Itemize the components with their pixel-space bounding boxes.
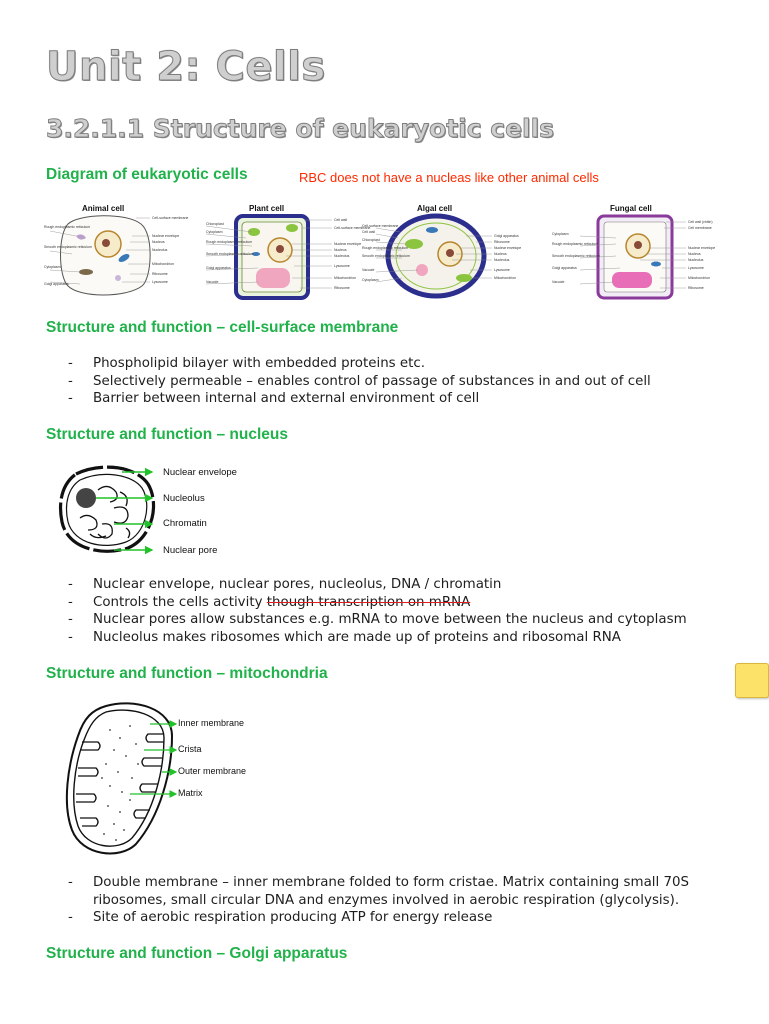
struck-out-text: though transcription on mRNA [266,594,471,610]
svg-text:Vacuole: Vacuole [552,280,565,284]
list-item: - Nuclear pores allow substances e.g. mRNA to move between the nucleus and cytoplasm [68,611,728,629]
mitochondria-bullet-list [68,874,728,927]
nuclear-envelope-label: Nuclear envelope [163,467,237,478]
svg-text:Nuclear envelope: Nuclear envelope [334,242,362,246]
svg-text:Mitochondrion: Mitochondrion [688,276,710,280]
svg-text:Nucleolus: Nucleolus [152,248,168,252]
svg-text:Cell-surface membrane: Cell-surface membrane [152,216,189,220]
list-item: - Nuclear envelope, nuclear pores, nucleolus, DNA / chromatin [68,576,728,594]
list-item: - Phospholipid bilayer with embedded proteins etc. [68,355,728,373]
svg-text:Nucleus: Nucleus [152,240,165,244]
svg-text:Golgi apparatus: Golgi apparatus [552,266,577,270]
animal-cell-title: Animal cell [82,204,125,213]
nuclear-pore-label: Nuclear pore [163,545,218,556]
svg-text:Golgi apparatus: Golgi apparatus [206,266,231,270]
sticky-note-icon[interactable] [735,663,769,698]
svg-text:Rough endoplasmic reticulum: Rough endoplasmic reticulum [44,225,91,229]
list-item: - Site of aerobic respiration producing ATP for energy release [68,909,728,927]
membrane-bullet-list [68,355,728,408]
svg-text:Cell wall: Cell wall [334,218,348,222]
matrix-label: Matrix [178,788,203,798]
chromatin-label: Chromatin [163,518,207,529]
svg-text:Cytoplasm: Cytoplasm [552,232,569,236]
list-item: - Nucleolus makes ribosomes which are made up of proteins and ribosomal RNA [68,629,728,647]
crista-label: Crista [178,744,202,754]
svg-text:Lysosome: Lysosome [334,264,350,268]
svg-text:Nucleolus: Nucleolus [688,258,704,262]
svg-text:Lysosome: Lysosome [688,266,704,270]
fungal-cell-diagram [552,204,715,298]
svg-text:Lysosome: Lysosome [152,280,168,284]
svg-text:Chloroplast: Chloroplast [206,222,224,226]
list-item: - Selectively permeable – enables control of passage of substances in and out of cell [68,373,728,391]
mitochondrion-diagram [60,700,190,858]
svg-text:Cytoplasm: Cytoplasm [362,278,379,282]
svg-text:Ribosome: Ribosome [688,286,704,290]
inner-membrane-label: Inner membrane [178,718,245,728]
rbc-note: RBC does not have a nucleas like other animal cells [299,170,599,185]
nucleolus-label: Nucleolus [163,493,205,504]
diagram-section-heading: Diagram of eukaryotic cells [46,166,248,183]
fungal-cell-title: Fungal cell [610,204,652,213]
membrane-section-heading: Structure and function – cell-surface membrane [46,319,399,336]
svg-text:Lysosome: Lysosome [494,268,510,272]
svg-text:Rough endoplasmic reticulum: Rough endoplasmic reticulum [206,240,253,244]
svg-text:Nuclear envelope: Nuclear envelope [152,234,180,238]
svg-text:Cytoplasm: Cytoplasm [206,230,223,234]
page-title: Unit 2: Cells [46,44,326,90]
svg-text:Nucleus: Nucleus [334,248,347,252]
svg-text:Golgi apparatus: Golgi apparatus [44,282,69,286]
outer-membrane-label: Outer membrane [178,766,247,776]
svg-text:Mitochondrion: Mitochondrion [494,276,516,280]
svg-text:Smooth endoplasmic reticulum: Smooth endoplasmic reticulum [44,245,92,249]
eukaryotic-cells-diagram [46,198,726,302]
mitochondria-section-heading: Structure and function – mitochondria [46,665,328,682]
list-item: - Double membrane – inner membrane folded to form cristae. Matrix containing small 70S ribosomes, small circular DNA and enzymes involved in aerobic respiration (glycolysis). [68,874,728,909]
svg-text:Cell-surface membrane: Cell-surface membrane [334,226,371,230]
svg-text:Chloroplast: Chloroplast [362,238,380,242]
svg-text:Smooth endoplasmic reticulum: Smooth endoplasmic reticulum [362,254,410,258]
svg-text:Cytoplasm: Cytoplasm [44,265,61,269]
nucleus-bullet-list [68,576,728,646]
svg-text:Nucleus: Nucleus [494,252,507,256]
svg-text:Rough endoplasmic reticulum: Rough endoplasmic reticulum [552,242,599,246]
svg-text:Rough endoplasmic reticulum: Rough endoplasmic reticulum [362,246,409,250]
plant-cell-diagram [206,204,370,298]
svg-text:Smooth endoplasmic reticulum: Smooth endoplasmic reticulum [206,252,254,256]
list-item [68,594,728,612]
svg-text:Nucleolus: Nucleolus [494,258,510,262]
list-item: - Barrier between internal and external environment of cell [68,390,728,408]
svg-text:Smooth endoplasmic reticulum: Smooth endoplasmic reticulum [552,254,600,258]
plant-cell-title: Plant cell [249,204,285,213]
svg-text:Nucleus: Nucleus [688,252,701,256]
svg-text:Cell membrane: Cell membrane [688,226,712,230]
svg-text:Nuclear envelope: Nuclear envelope [494,246,522,250]
svg-text:Ribosome: Ribosome [334,286,350,290]
algal-cell-diagram [362,204,521,296]
list-item-text: Controls the cells activity [93,594,267,610]
algal-cell-title: Algal cell [417,204,453,213]
golgi-section-heading: Structure and function – Golgi apparatus [46,945,348,962]
svg-text:Nucleolus: Nucleolus [334,254,350,258]
animal-cell-diagram [44,204,188,295]
svg-text:Cell wall (chitin): Cell wall (chitin) [688,220,713,224]
svg-text:Vacuole: Vacuole [206,280,219,284]
svg-text:Cell wall: Cell wall [362,230,376,234]
svg-text:Cell-surface membrane: Cell-surface membrane [362,224,399,228]
svg-text:Vacuole: Vacuole [362,268,375,272]
nucleus-section-heading: Structure and function – nucleus [46,426,288,443]
svg-text:Mitochondrion: Mitochondrion [152,262,174,266]
svg-text:Ribosome: Ribosome [152,272,168,276]
svg-text:Golgi apparatus: Golgi apparatus [494,234,519,238]
svg-text:Nuclear envelope: Nuclear envelope [688,246,716,250]
svg-text:Ribosome: Ribosome [494,240,510,244]
svg-text:Mitochondrion: Mitochondrion [334,276,356,280]
page-subtitle: 3.2.1.1 Structure of eukaryotic cells [46,114,555,143]
